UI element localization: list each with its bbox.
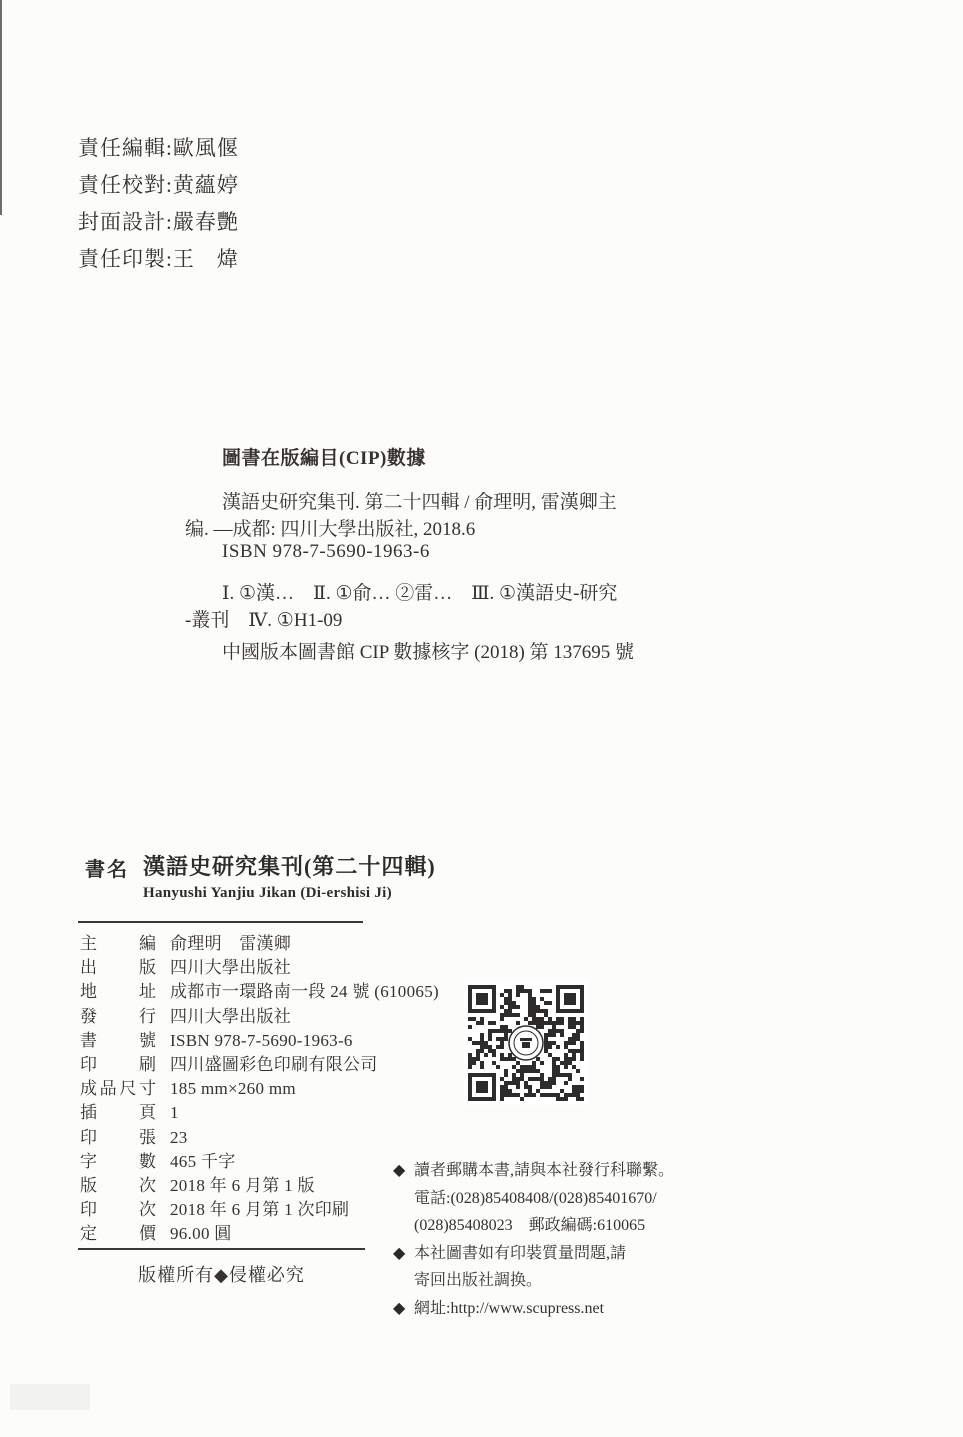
table-row [80,932,470,956]
staff-credits [78,130,239,278]
row-label: 地址 [80,982,156,1002]
row-value: 四川盛圖彩色印刷有限公司 [170,1054,378,1074]
note-text: 本社圖書如有印裝質量問題,請 [414,1244,627,1262]
row-value: 1 [170,1103,179,1123]
row-value: 465 千字 [170,1151,236,1171]
row-label: 成品尺寸 [80,1079,156,1099]
row-label: 主編 [80,934,156,953]
staff-line-proofreader: 責任校對:黄蘊婷 [78,173,239,197]
row-value: 成都市一環路南一段 24 號 (610065) [170,982,439,1002]
table-row [80,956,470,980]
diamond-bullet-icon: ◆ [393,1162,406,1179]
row-value: 2018 年 6 月第 1 次印刷 [170,1200,350,1220]
row-value: 四川大學出版社 [170,1006,292,1026]
row-value: 四川大學出版社 [170,958,292,978]
row-label: 插頁 [80,1103,156,1123]
note-website [393,1295,723,1323]
table-row [80,1101,470,1125]
note-quality [393,1240,723,1268]
table-row [80,1005,470,1029]
row-value: 185 mm×260 mm [170,1079,296,1099]
row-label: 出版 [80,958,156,978]
diamond-bullet-icon: ◆ [393,1299,406,1317]
cip-isbn: ISBN 978-7-5690-1963-6 [222,541,430,562]
row-label: 印張 [80,1127,156,1147]
row-value: 96.00 圓 [170,1224,232,1244]
note-website-url: 網址:http://www.scupress.net [414,1299,605,1317]
divider-rule-top [78,921,363,923]
note-phone: 電話:(028)85408408/(028)85401670/ [414,1189,657,1207]
row-value: 2018 年 6 月第 1 版 [170,1175,315,1195]
row-label: 發行 [80,1006,156,1026]
diamond-bullet-icon: ◆ [393,1244,406,1262]
book-title-label: 書名 [85,859,129,881]
cip-line: 编. —成都: 四川大學出版社, 2018.6 [185,519,476,540]
note-text: 讀者郵購本書,請與本社發行科聯繫。 [414,1162,675,1179]
cip-classification-line: -叢刊 Ⅳ. ①H1-09 [185,610,343,631]
cip-registry-number: 中國版本圖書館 CIP 數據核字 (2018) 第 137695 號 [222,642,635,663]
row-label: 定價 [80,1224,156,1244]
staff-line-cover-design: 封面設計:嚴春艷 [78,210,239,234]
publisher-notes [393,1157,723,1322]
scan-smudge-artifact [10,1384,90,1410]
table-row [80,1053,470,1077]
book-title-pinyin: Hanyushi Yanjiu Jikan (Di-ershisi Ji) [143,885,392,901]
table-row [80,1126,470,1150]
staff-line-editor: 責任編輯:歐風偃 [78,136,239,160]
book-title: 漢語史研究集刊(第二十四輯) [143,854,436,879]
table-row [80,1077,470,1101]
row-label: 字數 [80,1151,156,1171]
note-quality-return: 寄回出版社調换。 [414,1272,543,1289]
cip-line: 漢語史研究集刊. 第二十四輯 / 俞理明, 雷漢卿主 [222,492,617,513]
divider-rule-bottom [78,1248,365,1250]
qr-code [464,981,588,1105]
note-mail-order [393,1157,723,1185]
row-label: 書號 [80,1030,156,1050]
scan-edge-artifact [0,0,2,215]
cip-title: 圖書在版編目(CIP)數據 [222,448,426,469]
table-row [80,980,470,1004]
qr-code-image [464,981,588,1105]
row-label: 印次 [80,1200,156,1220]
table-row [80,1029,470,1053]
staff-line-print-supervisor: 責任印製:王 煒 [78,247,239,271]
row-value: ISBN 978-7-5690-1963-6 [170,1030,353,1050]
row-value: 23 [170,1127,188,1147]
cip-classification-line: Ⅰ. ①漢… Ⅱ. ①俞… ②雷… Ⅲ. ①漢語史-研究 [222,583,618,604]
row-label: 印刷 [80,1054,156,1074]
note-phone-postcode: (028)85408023 郵政編碼:610065 [414,1217,646,1234]
copyright-notice: 版權所有◆侵權必究 [138,1265,305,1285]
row-value: 俞理明 雷漢卿 [170,934,292,953]
row-label: 版次 [80,1175,156,1195]
